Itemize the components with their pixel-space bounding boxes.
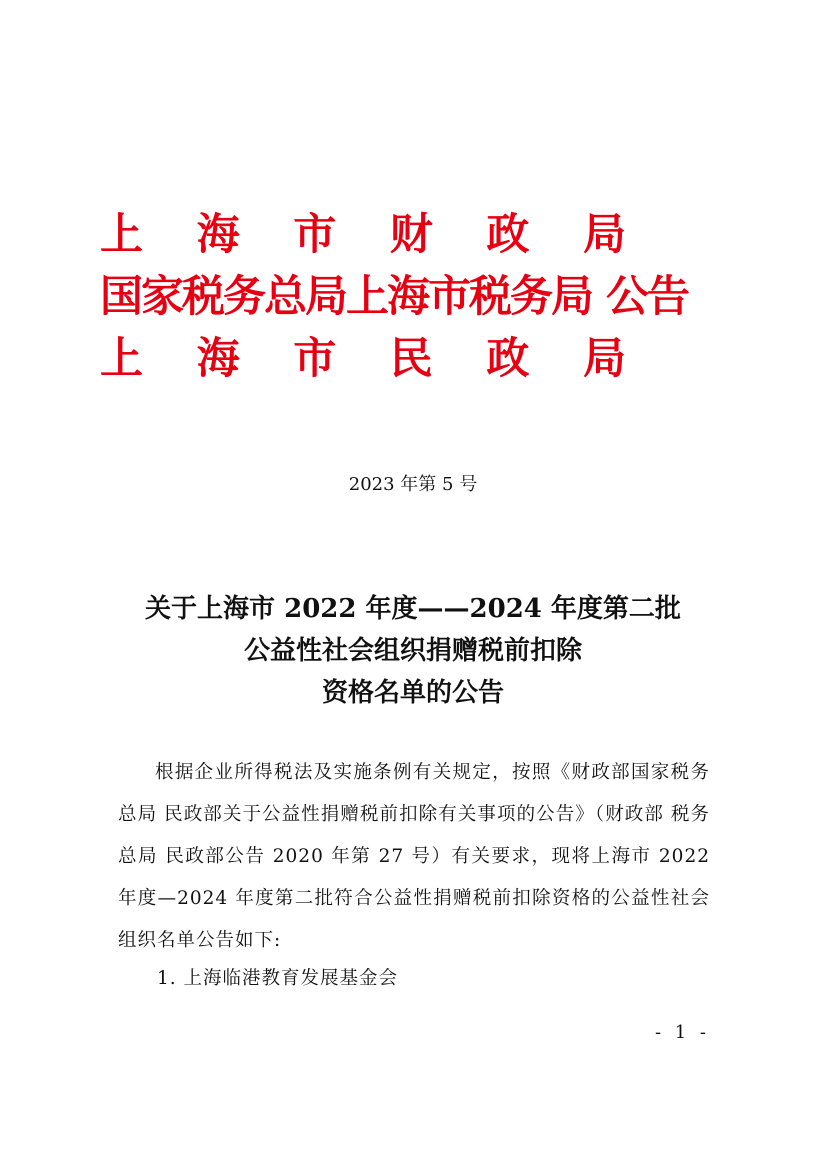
list-item: 1. 上海临港教育发展基金会 xyxy=(157,968,399,989)
issuer-char: 政 xyxy=(486,333,530,384)
page-number: - 1 - xyxy=(654,1022,710,1043)
issuer-shanghai-civil-affairs-bureau xyxy=(100,324,740,386)
issuer-char: 上 xyxy=(100,333,143,384)
issuer-char: 市 xyxy=(293,333,337,384)
issuer-tax-bureau-name: 国家税务总局上海市税务局 xyxy=(100,271,592,322)
issuer-char: 市 xyxy=(293,209,337,260)
body-paragraph: 根据企业所得税法及实施条例有关规定，按照《财政部国家税务总局 民政部关于公益性捐赠税前扣除有关事项的公告》（财政部 税务总局 民政部公告 2020 年第 27 号）有关要求，现将上海市 2022 年度—2024 年度第二批符合公益性捐赠税前扣除资格的公益性社会组织名单公告如下: xyxy=(118,762,710,951)
issuing-authorities xyxy=(100,200,740,386)
title-line-2: 公益性社会组织捐赠税前扣除 xyxy=(243,636,582,666)
body-text xyxy=(118,752,710,962)
document-title xyxy=(0,588,826,714)
issuer-char: 上 xyxy=(100,209,143,260)
document-number: 2023 年第 5 号 xyxy=(348,474,478,495)
title-line-3: 资格名单的公告 xyxy=(321,678,504,708)
issuer-char: 海 xyxy=(196,333,240,384)
title-line-1: 关于上海市 2022 年度——2024 年度第二批 xyxy=(145,594,681,624)
issuer-shanghai-tax-bureau xyxy=(100,262,740,324)
issuer-shanghai-finance-bureau xyxy=(100,200,740,262)
announcement-label: 公告 xyxy=(606,271,688,322)
issuer-char: 局 xyxy=(582,209,626,260)
issuer-char: 财 xyxy=(389,209,433,260)
issuer-char: 海 xyxy=(196,209,240,260)
issuer-char: 民 xyxy=(389,333,433,384)
issuer-char: 局 xyxy=(582,333,626,384)
issuer-line-1 xyxy=(100,201,626,262)
issuer-char: 政 xyxy=(486,209,530,260)
issuer-line-3 xyxy=(100,325,626,386)
